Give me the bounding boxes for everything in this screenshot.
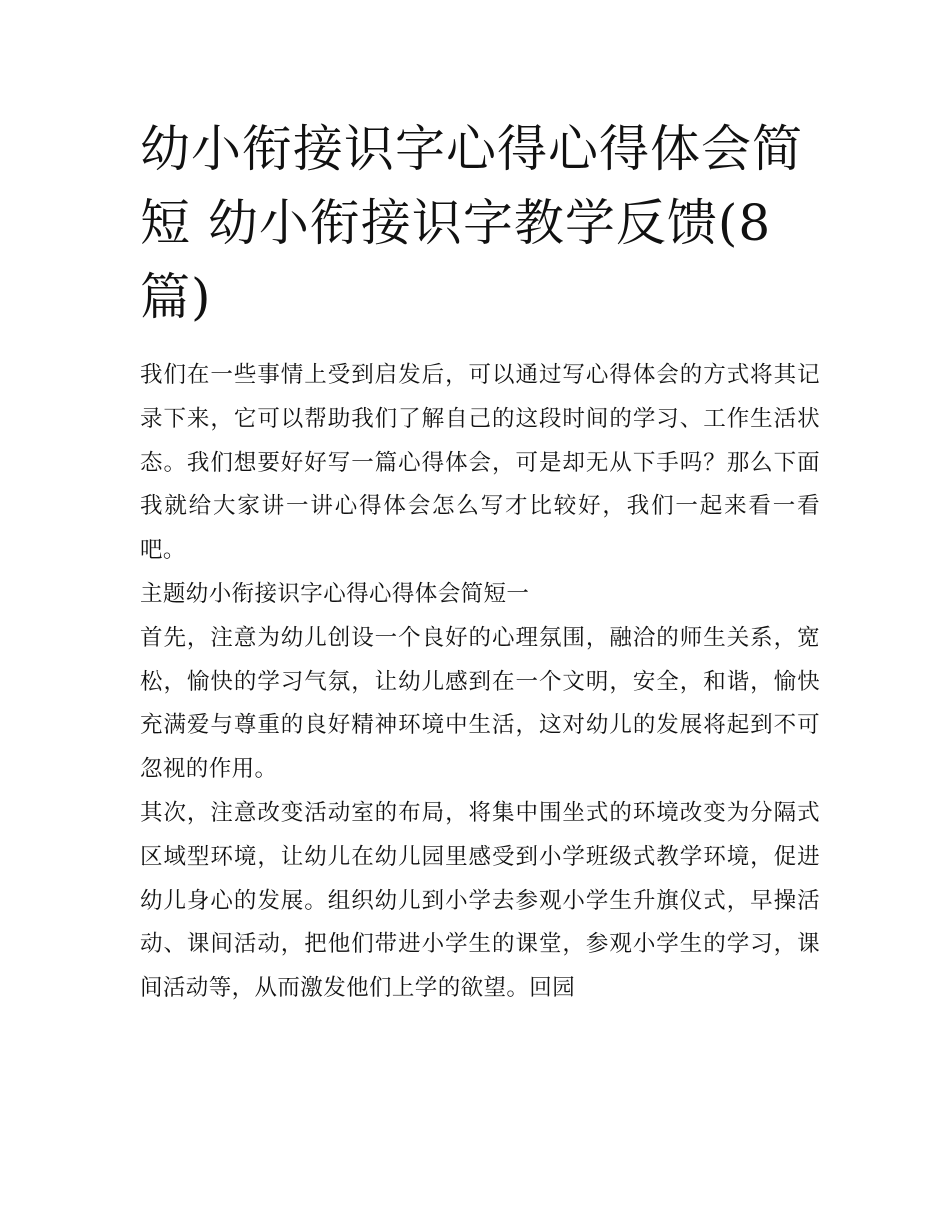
body-paragraph-second: 其次，注意改变活动室的布局，将集中围坐式的环境改变为分隔式区域型环境，让幼儿在幼儿园里感受到小学班级式教学环境，促进幼儿身心的发展。组织幼儿到小学去参观小学生升旗仪式，早操活动、课间活动，把他们带进小学生的课堂，参观小学生的学习，课间活动等，从而激发他们上学的欲望。回园 <box>140 799 820 1002</box>
document-title: 幼小衔接识字心得心得体会简短 幼小衔接识字教学反馈(8篇) <box>140 120 803 326</box>
intro-paragraph: 我们在一些事情上受到启发后，可以通过写心得体会的方式将其记录下来，它可以帮助我们了解自己的这段时间的学习、工作生活状态。我们想要好好写一篇心得体会，可是却无从下手吗？那么下面我就给大家讲一讲心得体会怎么写才比较好，我们一起来看一看吧。 <box>140 362 820 564</box>
document-page <box>140 112 820 1011</box>
body-paragraph-first: 首先，注意为幼儿创设一个良好的心理氛围，融洽的师生关系，宽松，愉快的学习气氛，让幼儿感到在一个文明，安全，和谐，愉快充满爱与尊重的良好精神环境中生活，这对幼儿的发展将起到不可忽视的作用。 <box>140 624 820 783</box>
section-heading: 主题幼小衔接识字心得心得体会简短一 <box>140 580 530 607</box>
